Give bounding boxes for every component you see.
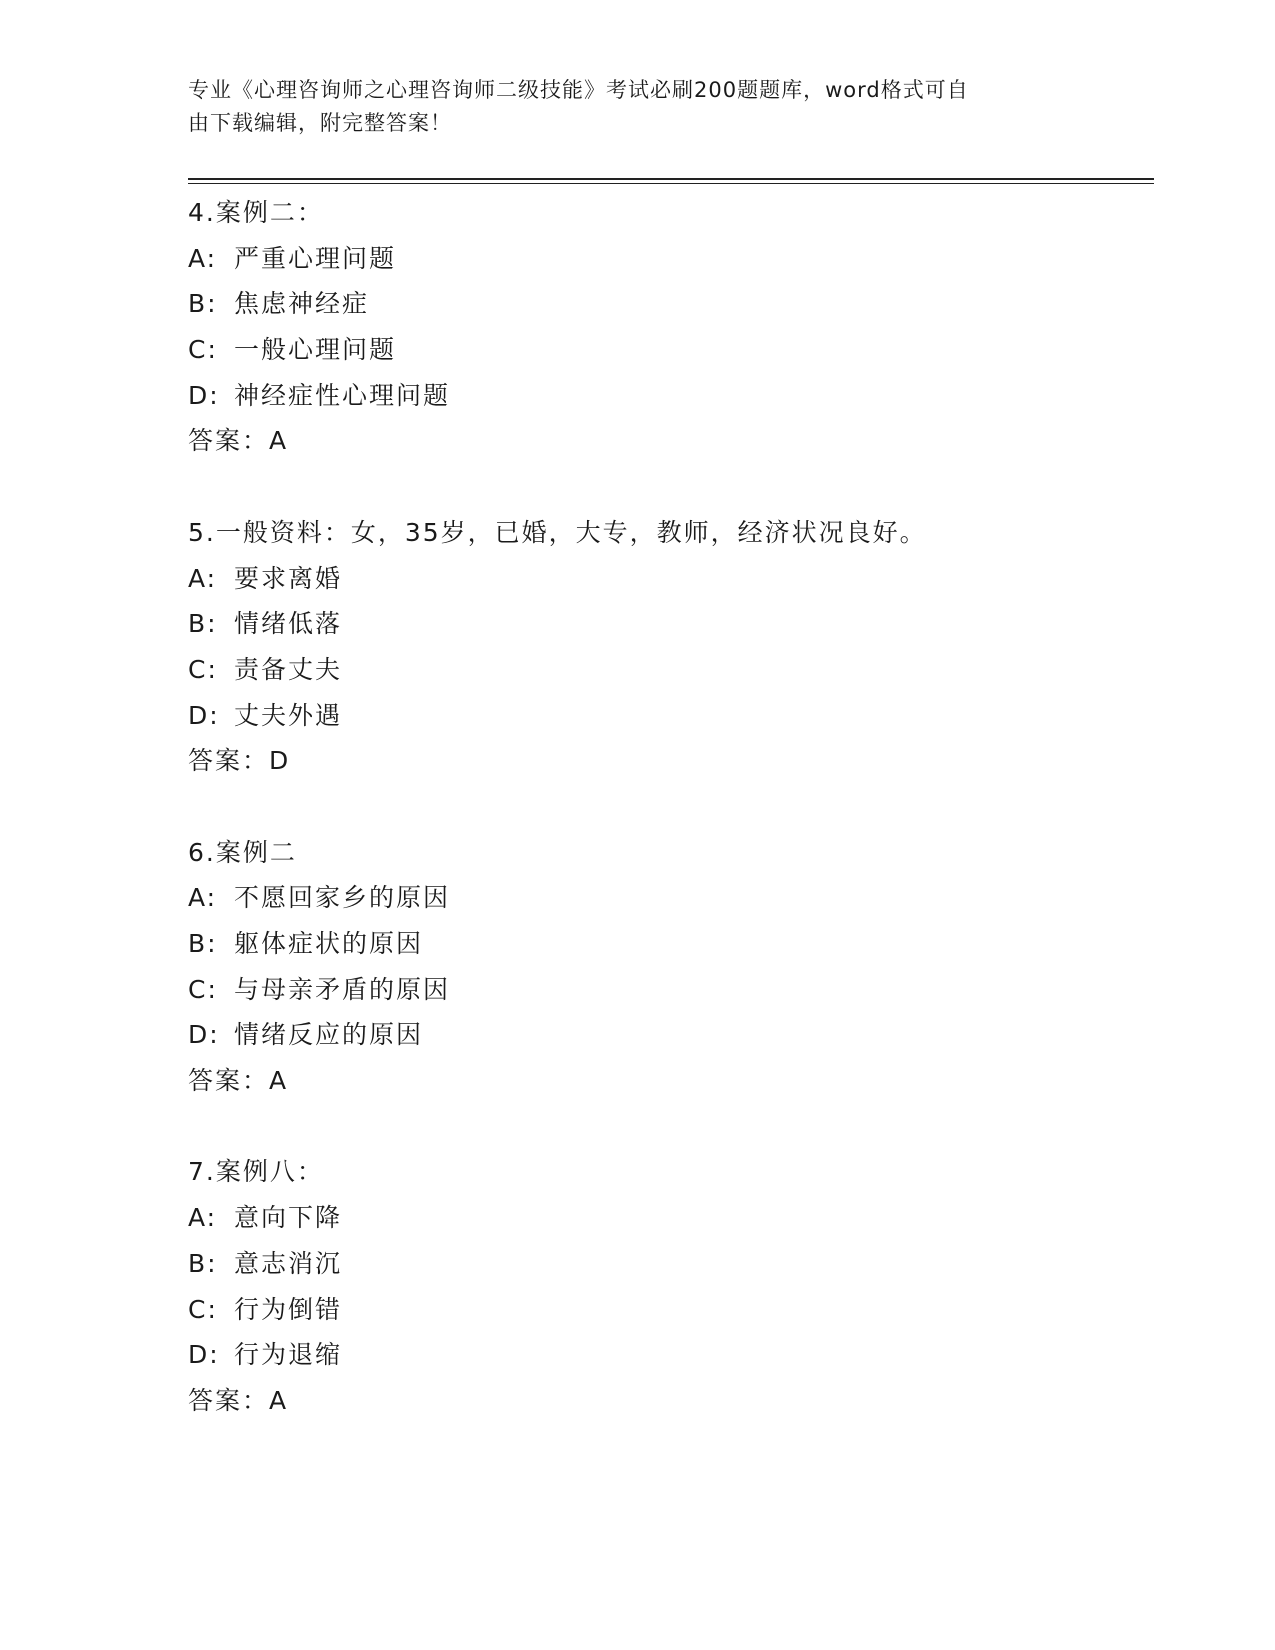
option-a [188,1195,1154,1241]
question-stem: 7.案例八： [188,1157,324,1187]
option-letter: B: [188,1248,218,1278]
option-text: 责备丈夫 [234,654,343,684]
answer-line: 答案：A [188,426,289,456]
option-text: 躯体症状的原因 [234,929,424,958]
header-line-2: 由下载编辑，附完整答案！ [188,111,452,135]
option-letter: A: [188,1203,218,1233]
option-letter: A: [188,243,218,273]
question-block [188,830,1154,1150]
header-line-1: 专业《心理咨询师之心理咨询师二级技能》考试必刷200题题库，word格式可自 [188,78,969,102]
option-b [188,921,1154,967]
question-spacer [188,1104,1154,1150]
option-letter: D: [188,380,220,410]
option-a [188,875,1154,921]
option-letter: D: [188,1020,220,1050]
option-text: 情绪反应的原因 [234,1020,424,1050]
document-header [188,74,1068,140]
answer-line: 答案：A [188,1066,289,1096]
option-letter: A: [188,883,218,913]
option-letter: B: [188,289,218,319]
option-text: 情绪低落 [234,609,343,639]
option-d [188,693,1154,739]
option-c [188,647,1154,693]
option-letter: D: [188,700,220,730]
option-c [188,327,1154,373]
question-block [188,510,1154,830]
option-d [188,1332,1154,1378]
option-a [188,236,1154,282]
option-text: 意向下降 [234,1203,343,1233]
question-block [188,190,1154,510]
header-divider-thin [188,183,1154,184]
question-list [188,190,1154,1424]
option-text: 一般心理问题 [234,335,397,365]
option-a [188,556,1154,602]
question-spacer [188,464,1154,510]
option-text: 意志消沉 [234,1248,343,1278]
option-c [188,1287,1154,1333]
question-stem: 6.案例二 [188,837,297,867]
option-letter: B: [188,609,218,639]
option-letter: C: [188,974,218,1004]
option-letter: C: [188,335,218,365]
question-stem: 5.一般资料：女，35岁，已婚，大专，教师，经济状况良好。 [188,517,927,547]
answer-line: 答案：D [188,746,291,776]
header-divider-thick [188,178,1154,180]
question-spacer [188,784,1154,830]
option-letter: C: [188,654,218,684]
option-letter: D: [188,1340,220,1370]
option-letter: B: [188,929,218,958]
question-block [188,1149,1154,1423]
option-text: 行为退缩 [234,1340,343,1370]
option-letter: C: [188,1294,218,1324]
option-c [188,967,1154,1013]
option-text: 行为倒错 [234,1294,343,1324]
option-d [188,1012,1154,1058]
answer-line: 答案：A [188,1385,289,1415]
option-text: 丈夫外遇 [234,700,343,730]
option-text: 严重心理问题 [234,243,397,273]
option-text: 不愿回家乡的原因 [234,883,451,913]
option-letter: A: [188,563,218,593]
question-stem: 4.案例二： [188,198,324,227]
option-text: 要求离婚 [234,563,343,593]
option-b [188,1241,1154,1287]
option-text: 焦虑神经症 [234,289,370,319]
option-b [188,601,1154,647]
option-b [188,281,1154,327]
option-text: 神经症性心理问题 [234,380,451,410]
option-text: 与母亲矛盾的原因 [234,974,451,1004]
option-d [188,373,1154,419]
